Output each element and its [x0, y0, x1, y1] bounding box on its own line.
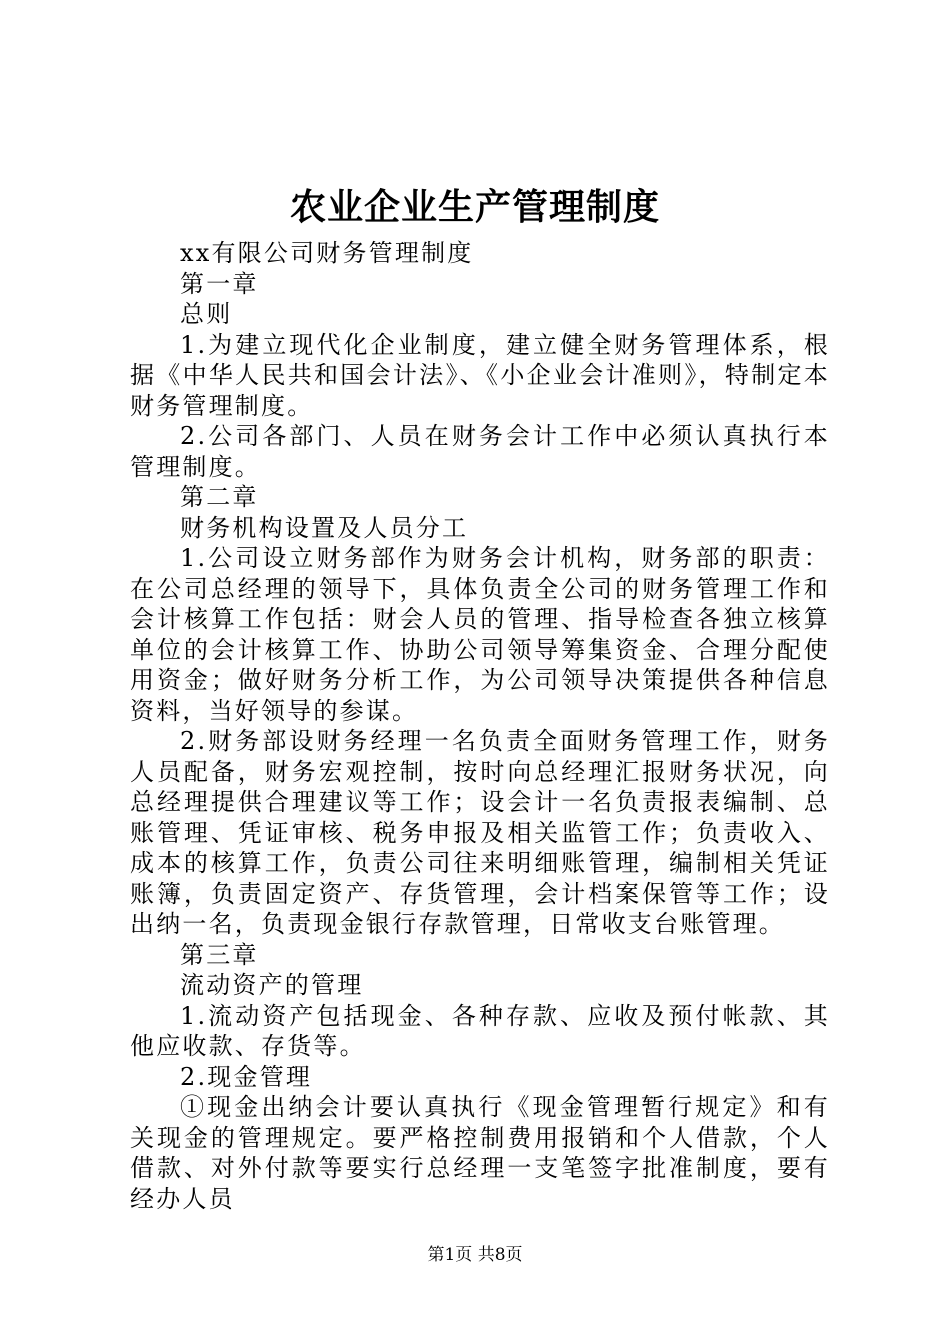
paragraph: xx有限公司财务管理制度	[180, 239, 474, 267]
chapter-heading: 第一章	[180, 269, 259, 298]
section-heading: 财务机构设置及人员分工	[180, 513, 469, 542]
paragraph: 1.公司设立财务部作为财务会计机构，财务部的职责：在公司总经理的领导下，具体负责全公司的财务管理工作和会计核算工作包括：财会人员的管理、指导检查各独立核算单位的会计核算工作、协助公司领导筹集资金、合理分配使用资金；做好财务分析工作，为公司领导决策提供各种信息资料，当好领导的参谋。	[130, 544, 830, 725]
paragraph: 2.现金管理	[180, 1062, 313, 1091]
paragraph: 1.为建立现代化企业制度，建立健全财务管理体系，根据《中华人民共和国会计法》、《小企业会计准则》，特制定本财务管理制度。	[130, 330, 830, 420]
paragraph: ①现金出纳会计要认真执行《现金管理暂行规定》和有关现金的管理规定。要严格控制费用报销和个人借款，个人借款、对外付款等要实行总经理一支笔签字批准制度，要有经办人员	[130, 1093, 830, 1213]
paragraph: 1.流动资产包括现金、各种存款、应收及预付帐款、其他应收款、存货等。	[130, 1001, 830, 1060]
chapter-heading: 第二章	[180, 483, 259, 511]
paragraph: 2.公司各部门、人员在财务会计工作中必须认真执行本管理制度。	[130, 422, 830, 481]
document-title: 农业企业生产管理制度	[289, 186, 660, 228]
chapter-heading: 第三章	[180, 940, 259, 969]
section-heading: 总则	[180, 300, 233, 328]
document-body	[130, 238, 830, 1214]
paragraph: 2.财务部设财务经理一名负责全面财务管理工作，财务人员配备，财务宏观控制，按时向总经理汇报财务状况，向总经理提供合理建议等工作；设会计一名负责报表编制、总账管理、凭证审核、税务申报及相关监管工作；负责收入、成本的核算工作，负责公司往来明细账管理，编制相关凭证账簿，负责固定资产、存货管理，会计档案保管等工作；设出纳一名，负责现金银行存款管理，日常收支台账管理。	[130, 727, 830, 938]
section-heading: 流动资产的管理	[180, 971, 364, 999]
page-number-footer: 第1页 共8页	[427, 1245, 523, 1265]
